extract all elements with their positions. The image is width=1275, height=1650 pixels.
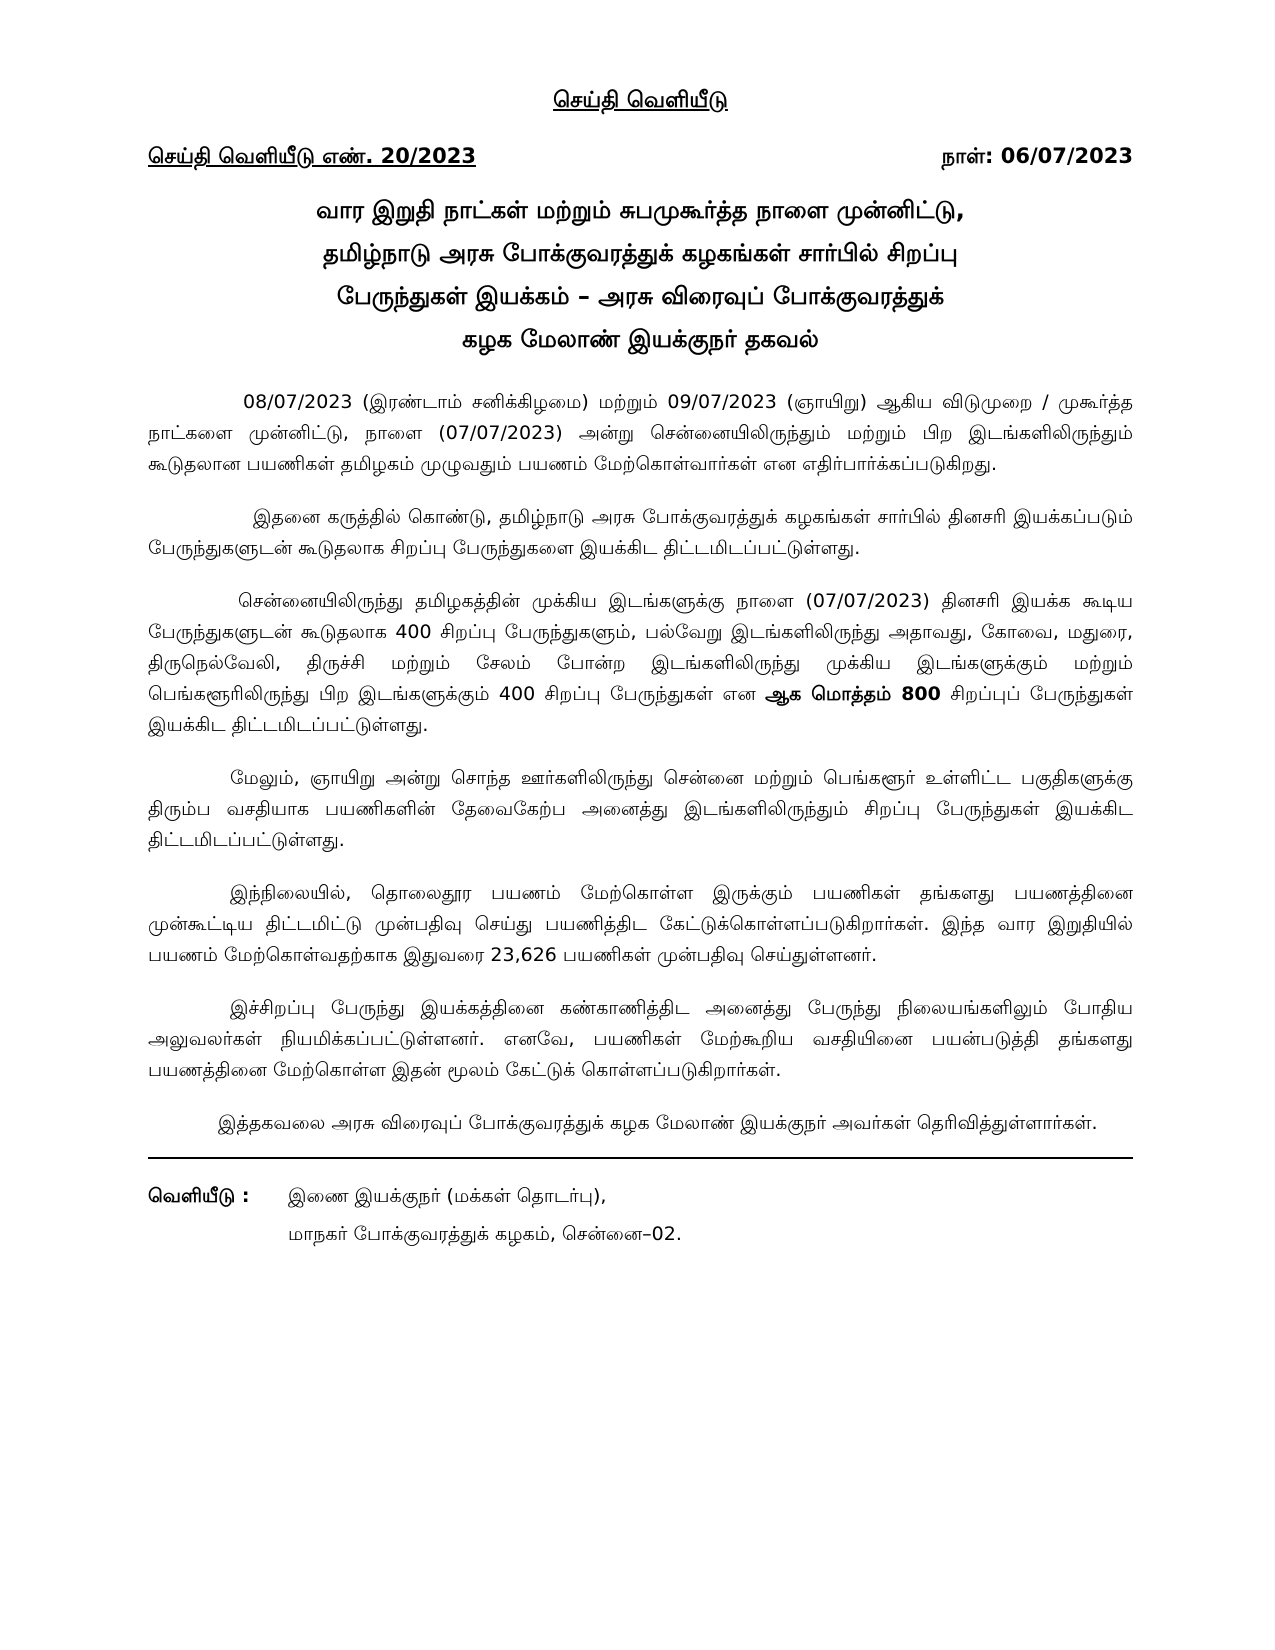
press-release-page: [148, 88, 1133, 1253]
release-line-2: மாநகர் போக்குவரத்துக் கழகம், சென்னை–02.: [288, 1223, 682, 1245]
paragraph-5: இந்நிலையில், தொலைதூர பயணம் மேற்கொள்ள இருக்கும் பயணிகள் தங்களது பயணத்தினை முன்கூட்டிய திட்டமிட்டு முன்பதிவு செய்து பயணித்திட கேட்டுக்கொள்ளப்படுகிறார்கள். இந்த வார இறுதியில் பயணம் மேற்கொள்வதற்காக இதுவரை 23,626 பயணிகள் முன்பதிவு செய்துள்ளனர்.: [148, 882, 1133, 966]
document-heading: செய்தி வெளியீடு: [553, 88, 728, 113]
title-line: பேருந்துகள் இயக்கம் – அரசு விரைவுப் போக்குவரத்துக்: [336, 282, 945, 310]
paragraph-3: [148, 586, 1133, 741]
paragraph-2: இதனை கருத்தில் கொண்டு, தமிழ்நாடு அரசு போக்குவரத்துக் கழகங்கள் சார்பில் தினசரி இயக்கப்படும் பேருந்துகளுடன் கூடுதலாக சிறப்பு பேருந்துகளை இயக்கிட திட்டமிடப்பட்டுள்ளது.: [148, 506, 1133, 559]
divider: [148, 1157, 1133, 1159]
title-line: வார இறுதி நாட்கள் மற்றும் சுபமுகூர்த்த நாளை முன்னிட்டு,: [316, 196, 965, 224]
paragraph-3-bold-total: ஆக மொத்தம் 800: [765, 683, 941, 705]
paragraph-7: இத்தகவலை அரசு விரைவுப் போக்குவரத்துக் கழக மேலாண் இயக்குநர் அவர்கள் தெரிவித்துள்ளார்கள்.: [218, 1112, 1098, 1134]
release-number: செய்தி வெளியீடு எண். 20/2023: [148, 144, 476, 168]
document-title: [148, 189, 1133, 361]
title-line: கழக மேலாண் இயக்குநர் தகவல்: [462, 325, 819, 353]
meta-row: [148, 144, 1133, 171]
release-line-1: இணை இயக்குநர் (மக்கள் தொடர்பு),: [288, 1185, 607, 1207]
release-lines: [288, 1177, 682, 1253]
release-info: [148, 1177, 1133, 1253]
release-date: நாள்: 06/07/2023: [941, 144, 1133, 168]
paragraph-3-text: சென்னையிலிருந்து தமிழகத்தின் முக்கிய இடங்களுக்கு நாளை (07/07/2023) தினசரி இயக்க கூடிய பேருந்துகளுடன் கூடுதலாக 400 சிறப்பு பேருந்துகளும், பல்வேறு இடங்களிலிருந்து அதாவது, கோவை, மதுரை, திருநெல்வேலி, திருச்சி மற்றும் சேலம் போன்ற இடங்களிலிருந்து முக்கிய இடங்களுக்கும் மற்றும் பெங்களூரிலிருந்து பிற இடங்களுக்கும் 400 சிறப்பு பேருந்துகள் என: [148, 590, 1133, 705]
paragraph-1: 08/07/2023 (இரண்டாம் சனிக்கிழமை) மற்றும் 09/07/2023 (ஞாயிறு) ஆகிய விடுமுறை / முகூர்த்த நாட்களை முன்னிட்டு, நாளை (07/07/2023) அன்று சென்னையிலிருந்தும் மற்றும் பிற இடங்களிலிருந்தும் கூடுதலான பயணிகள் தமிழகம் முழுவதும் பயணம் மேற்கொள்வார்கள் என எதிர்பார்க்கப்படுகிறது.: [148, 391, 1133, 475]
paragraph-3-text-end: சிறப்புப் பேருந்துகள் இயக்கிட திட்டமிடப்பட்டுள்ளது.: [148, 683, 1134, 736]
title-line: தமிழ்நாடு அரசு போக்குவரத்துக் கழகங்கள் சார்பில் சிறப்பு: [323, 239, 958, 267]
paragraph-6: இச்சிறப்பு பேருந்து இயக்கத்தினை கண்காணித்திட அனைத்து பேருந்து நிலையங்களிலும் போதிய அலுவலர்கள் நியமிக்கப்பட்டுள்ளனர். எனவே, பயணிகள் மேற்கூறிய வசதியினை பயன்படுத்தி தங்களது பயணத்தினை மேற்கொள்ள இதன் மூலம் கேட்டுக் கொள்ளப்படுகிறார்கள்.: [148, 997, 1133, 1081]
paragraph-4: மேலும், ஞாயிறு அன்று சொந்த ஊர்களிலிருந்து சென்னை மற்றும் பெங்களூர் உள்ளிட்ட பகுதிகளுக்கு திரும்ப வசதியாக பயணிகளின் தேவைகேற்ப அனைத்து இடங்களிலிருந்தும் சிறப்பு பேருந்துகள் இயக்கிட திட்டமிடப்பட்டுள்ளது.: [148, 767, 1133, 851]
release-label: வெளியீடு :: [148, 1185, 250, 1207]
